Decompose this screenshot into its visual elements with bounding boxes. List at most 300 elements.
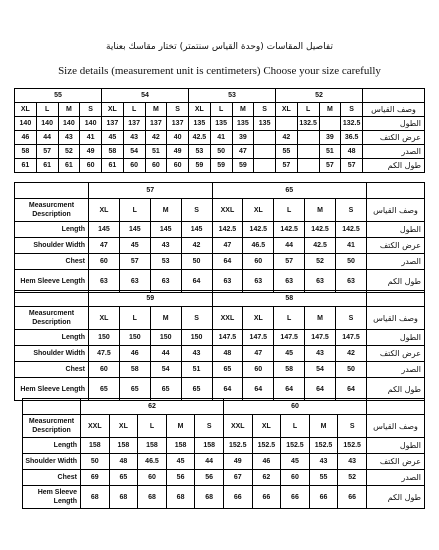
table-row [15, 199, 425, 222]
value-cell [297, 131, 319, 145]
size-cell: M [305, 307, 336, 330]
value-cell: 60 [281, 470, 310, 486]
value-cell: 60 [145, 159, 167, 173]
value-cell: 135 [254, 117, 276, 131]
row-label-ar: طول الكم [363, 159, 425, 173]
value-cell: 52 [305, 254, 336, 270]
table-row [23, 486, 425, 509]
size-cell: XL [252, 415, 281, 438]
size-cell: S [336, 307, 367, 330]
value-cell: 63 [119, 270, 150, 293]
value-cell: 152.5 [252, 438, 281, 454]
value-cell: 58 [274, 362, 305, 378]
value-cell: 65 [212, 362, 243, 378]
value-cell: 55 [276, 145, 298, 159]
value-cell: 64 [243, 378, 274, 401]
value-cell: 66 [338, 486, 367, 509]
size-cell: L [274, 199, 305, 222]
value-cell: 132.5 [341, 117, 363, 131]
group-cell: 53 [189, 89, 276, 103]
value-cell: 150 [89, 330, 120, 346]
value-cell [276, 117, 298, 131]
size-cell: XL [243, 307, 274, 330]
row-label-ar: طول الكم [367, 270, 425, 293]
empty-cell [23, 399, 81, 415]
value-cell: 145 [119, 222, 150, 238]
value-cell: 60 [138, 470, 167, 486]
value-cell: 42 [276, 131, 298, 145]
size-cell: XL [102, 103, 124, 117]
size-cell: M [319, 103, 341, 117]
value-cell: 42.5 [189, 131, 211, 145]
header-label-ar: وصف القياس [363, 103, 425, 117]
header-label-en: Measurcment Description [15, 307, 89, 330]
value-cell: 64 [212, 254, 243, 270]
group-cell: 62 [81, 399, 224, 415]
header-label-ar: وصف القياس [367, 415, 425, 438]
value-cell: 44 [150, 346, 181, 362]
value-cell: 65 [181, 378, 212, 401]
value-cell: 68 [138, 486, 167, 509]
value-cell: 50 [336, 362, 367, 378]
value-cell: 64 [181, 270, 212, 293]
value-cell [254, 159, 276, 173]
row-label-ar: الصدر [367, 362, 425, 378]
value-cell: 48 [109, 454, 138, 470]
value-cell: 66 [223, 486, 252, 509]
value-cell: 46 [252, 454, 281, 470]
header-label-en: Measurcment Description [23, 415, 81, 438]
value-cell: 152.5 [338, 438, 367, 454]
value-cell: 43 [150, 238, 181, 254]
row-label-en: Length [15, 222, 89, 238]
value-cell [254, 145, 276, 159]
size-cell: XL [276, 103, 298, 117]
size-cell: S [338, 415, 367, 438]
value-cell: 137 [145, 117, 167, 131]
value-cell: 68 [195, 486, 224, 509]
row-label-en: Hem Sleeve Length [23, 486, 81, 509]
value-cell: 68 [81, 486, 110, 509]
table-row [15, 159, 425, 173]
row-label-ar: الطول [367, 222, 425, 238]
value-cell: 54 [305, 362, 336, 378]
value-cell: 69 [81, 470, 110, 486]
value-cell: 49 [223, 454, 252, 470]
value-cell: 68 [166, 486, 195, 509]
value-cell: 51 [181, 362, 212, 378]
value-cell: 137 [102, 117, 124, 131]
row-label-en: Hem Sleeve Length [15, 270, 89, 293]
value-cell: 60 [80, 159, 102, 173]
value-cell: 50 [336, 254, 367, 270]
row-label-ar: طول الكم [367, 378, 425, 401]
value-cell: 43 [309, 454, 338, 470]
group-cell: 65 [212, 183, 367, 199]
size-cell: L [297, 103, 319, 117]
value-cell: 65 [119, 378, 150, 401]
size-cell: M [232, 103, 254, 117]
size-cell: M [309, 415, 338, 438]
value-cell: 64 [336, 378, 367, 401]
table-row [15, 145, 425, 159]
value-cell: 137 [123, 117, 145, 131]
title-arabic: تفاصيل المقاسات (وحدة القياس سنتمتر) تختار مقاسك بعناية [106, 42, 333, 52]
value-cell: 152.5 [281, 438, 310, 454]
table-row [15, 346, 425, 362]
value-cell: 41 [336, 238, 367, 254]
value-cell: 63 [336, 270, 367, 293]
table-row [15, 103, 425, 117]
value-cell: 61 [58, 159, 80, 173]
value-cell: 47 [232, 145, 254, 159]
value-cell: 56 [195, 470, 224, 486]
value-cell: 150 [150, 330, 181, 346]
size-cell: L [138, 415, 167, 438]
value-cell: 50 [181, 254, 212, 270]
value-cell: 44 [36, 131, 58, 145]
value-cell: 61 [15, 159, 37, 173]
table-row [15, 307, 425, 330]
value-cell: 42.5 [305, 238, 336, 254]
value-cell: 64 [274, 378, 305, 401]
value-cell: 63 [243, 270, 274, 293]
value-cell: 158 [81, 438, 110, 454]
value-cell: 142.5 [243, 222, 274, 238]
value-cell: 63 [274, 270, 305, 293]
value-cell: 40 [167, 131, 189, 145]
value-cell: 47.5 [89, 346, 120, 362]
value-cell: 60 [89, 362, 120, 378]
value-cell: 52 [58, 145, 80, 159]
size-cell: L [274, 307, 305, 330]
value-cell: 55 [309, 470, 338, 486]
size-cell: M [58, 103, 80, 117]
size-cell: XL [89, 307, 120, 330]
row-label-en: Shoulder Width [15, 238, 89, 254]
value-cell: 65 [150, 378, 181, 401]
value-cell: 46.5 [243, 238, 274, 254]
row-label-ar: طول الكم [367, 486, 425, 509]
value-cell: 158 [166, 438, 195, 454]
value-cell: 61 [102, 159, 124, 173]
header-label-en: Measurcment Description [15, 199, 89, 222]
value-cell: 52 [338, 470, 367, 486]
value-cell: 44 [195, 454, 224, 470]
row-label-en: Hem Sleeve Length [15, 378, 89, 401]
value-cell: 66 [281, 486, 310, 509]
empty-cell [367, 399, 425, 415]
value-cell: 140 [15, 117, 37, 131]
row-label-en: Chest [15, 254, 89, 270]
value-cell: 57 [341, 159, 363, 173]
row-label-ar: الصدر [367, 254, 425, 270]
table-row [23, 415, 425, 438]
value-cell: 49 [167, 145, 189, 159]
table-row [15, 131, 425, 145]
size-cell: S [167, 103, 189, 117]
table-row [15, 89, 425, 103]
empty-cell [15, 291, 89, 307]
table-row [15, 117, 425, 131]
value-cell: 45 [281, 454, 310, 470]
value-cell: 43 [338, 454, 367, 470]
size-cell: M [166, 415, 195, 438]
size-table-4 [22, 398, 425, 509]
value-cell: 41 [80, 131, 102, 145]
value-cell: 59 [232, 159, 254, 173]
value-cell: 66 [309, 486, 338, 509]
value-cell: 44 [274, 238, 305, 254]
size-cell: L [36, 103, 58, 117]
value-cell: 57 [319, 159, 341, 173]
group-cell: 58 [212, 291, 367, 307]
title-english: Size details (measurement unit is centimeters) Choose your size carefully [58, 65, 381, 77]
value-cell: 60 [243, 254, 274, 270]
value-cell: 60 [243, 362, 274, 378]
value-cell: 47 [212, 238, 243, 254]
group-cell: 54 [102, 89, 189, 103]
value-cell: 43 [123, 131, 145, 145]
size-cell: XXL [223, 415, 252, 438]
value-cell: 41 [210, 131, 232, 145]
value-cell: 57 [119, 254, 150, 270]
table-row [15, 362, 425, 378]
value-cell: 142.5 [212, 222, 243, 238]
empty-cell [15, 183, 89, 199]
value-cell: 59 [210, 159, 232, 173]
table-row [15, 222, 425, 238]
value-cell: 48 [341, 145, 363, 159]
row-label-ar: الصدر [367, 470, 425, 486]
value-cell: 142.5 [336, 222, 367, 238]
value-cell: 51 [145, 145, 167, 159]
value-cell: 42 [145, 131, 167, 145]
value-cell: 137 [167, 117, 189, 131]
size-table-2 [14, 182, 425, 293]
size-cell: XL [243, 199, 274, 222]
value-cell: 42 [181, 238, 212, 254]
value-cell: 147.5 [336, 330, 367, 346]
group-cell: 60 [223, 399, 366, 415]
size-cell: L [210, 103, 232, 117]
size-cell: S [254, 103, 276, 117]
value-cell [254, 131, 276, 145]
row-label-ar: عرض الكتف [367, 346, 425, 362]
size-cell: M [150, 199, 181, 222]
size-cell: S [195, 415, 224, 438]
value-cell: 147.5 [274, 330, 305, 346]
value-cell: 62 [252, 470, 281, 486]
value-cell: 67 [223, 470, 252, 486]
size-cell: M [305, 199, 336, 222]
size-cell: L [119, 307, 150, 330]
value-cell [319, 117, 341, 131]
value-cell: 147.5 [305, 330, 336, 346]
value-cell: 158 [138, 438, 167, 454]
row-label-ar: الطول [367, 438, 425, 454]
size-cell: XXL [212, 199, 243, 222]
value-cell: 147.5 [212, 330, 243, 346]
row-label-ar: الطول [363, 117, 425, 131]
row-label-ar: عرض الكتف [367, 238, 425, 254]
value-cell: 152.5 [309, 438, 338, 454]
value-cell: 66 [252, 486, 281, 509]
value-cell: 43 [58, 131, 80, 145]
value-cell: 64 [305, 378, 336, 401]
empty-cell [367, 291, 425, 307]
value-cell: 42 [336, 346, 367, 362]
value-cell: 140 [36, 117, 58, 131]
table-row [15, 254, 425, 270]
size-cell: XL [109, 415, 138, 438]
row-label-en: Shoulder Width [15, 346, 89, 362]
size-cell: M [145, 103, 167, 117]
size-table-1 [14, 88, 425, 173]
value-cell: 65 [89, 378, 120, 401]
value-cell: 60 [123, 159, 145, 173]
group-cell: 52 [276, 89, 363, 103]
value-cell: 60 [167, 159, 189, 173]
table-row [23, 399, 425, 415]
value-cell: 68 [109, 486, 138, 509]
size-cell: XL [89, 199, 120, 222]
value-cell: 45 [119, 238, 150, 254]
value-cell: 132.5 [297, 117, 319, 131]
value-cell: 53 [150, 254, 181, 270]
row-label-ar: عرض الكتف [367, 454, 425, 470]
row-label-en: Shoulder Width [23, 454, 81, 470]
value-cell: 36.5 [341, 131, 363, 145]
size-cell: L [281, 415, 310, 438]
value-cell: 145 [150, 222, 181, 238]
size-cell: XL [189, 103, 211, 117]
value-cell: 43 [181, 346, 212, 362]
value-cell: 142.5 [305, 222, 336, 238]
empty-cell [367, 183, 425, 199]
group-cell: 59 [89, 291, 213, 307]
value-cell: 63 [150, 270, 181, 293]
value-cell: 49 [80, 145, 102, 159]
value-cell: 58 [15, 145, 37, 159]
value-cell: 54 [150, 362, 181, 378]
value-cell: 140 [80, 117, 102, 131]
row-label-en: Length [23, 438, 81, 454]
value-cell: 135 [232, 117, 254, 131]
value-cell: 158 [195, 438, 224, 454]
size-cell: XXL [81, 415, 110, 438]
value-cell: 65 [109, 470, 138, 486]
size-cell: L [119, 199, 150, 222]
value-cell: 57 [276, 159, 298, 173]
value-cell: 50 [81, 454, 110, 470]
size-cell: S [181, 307, 212, 330]
size-cell: S [181, 199, 212, 222]
value-cell: 64 [212, 378, 243, 401]
size-cell: XL [15, 103, 37, 117]
value-cell: 58 [102, 145, 124, 159]
value-cell: 39 [319, 131, 341, 145]
row-label-ar: الصدر [363, 145, 425, 159]
size-cell: XXL [212, 307, 243, 330]
table-row [15, 183, 425, 199]
value-cell: 135 [210, 117, 232, 131]
value-cell: 53 [189, 145, 211, 159]
value-cell: 47 [89, 238, 120, 254]
table-row [15, 291, 425, 307]
value-cell [297, 159, 319, 173]
value-cell: 54 [123, 145, 145, 159]
value-cell: 135 [189, 117, 211, 131]
value-cell: 145 [89, 222, 120, 238]
size-cell: S [341, 103, 363, 117]
value-cell: 61 [36, 159, 58, 173]
value-cell: 51 [319, 145, 341, 159]
row-label-en: Chest [15, 362, 89, 378]
value-cell: 45 [102, 131, 124, 145]
table-row [15, 238, 425, 254]
table-row [23, 438, 425, 454]
value-cell: 45 [166, 454, 195, 470]
value-cell: 150 [119, 330, 150, 346]
header-label-ar: وصف القياس [367, 199, 425, 222]
value-cell: 58 [119, 362, 150, 378]
value-cell: 60 [89, 254, 120, 270]
size-cell: S [80, 103, 102, 117]
value-cell: 39 [232, 131, 254, 145]
table-row [23, 454, 425, 470]
header-label-ar: وصف القياس [367, 307, 425, 330]
row-label-ar: الطول [367, 330, 425, 346]
size-table-3 [14, 290, 425, 401]
value-cell: 56 [166, 470, 195, 486]
value-cell: 140 [58, 117, 80, 131]
size-cell: M [150, 307, 181, 330]
value-cell: 57 [36, 145, 58, 159]
group-cell: 55 [15, 89, 102, 103]
size-cell: L [123, 103, 145, 117]
value-cell: 59 [189, 159, 211, 173]
table-row [23, 470, 425, 486]
value-cell: 142.5 [274, 222, 305, 238]
value-cell: 63 [212, 270, 243, 293]
value-cell: 50 [210, 145, 232, 159]
group-cell: 57 [89, 183, 213, 199]
row-label-en: Chest [23, 470, 81, 486]
value-cell: 145 [181, 222, 212, 238]
value-cell: 152.5 [223, 438, 252, 454]
value-cell [297, 145, 319, 159]
value-cell: 43 [305, 346, 336, 362]
value-cell: 45 [274, 346, 305, 362]
size-cell: S [336, 199, 367, 222]
row-label-ar: عرض الكتف [363, 131, 425, 145]
row-label-en: Length [15, 330, 89, 346]
value-cell: 47 [243, 346, 274, 362]
value-cell: 63 [89, 270, 120, 293]
value-cell: 46 [15, 131, 37, 145]
value-cell: 48 [212, 346, 243, 362]
value-cell: 150 [181, 330, 212, 346]
value-cell: 46 [119, 346, 150, 362]
value-cell: 63 [305, 270, 336, 293]
table-row [15, 330, 425, 346]
value-cell: 158 [109, 438, 138, 454]
empty-cell [363, 89, 425, 103]
value-cell: 57 [274, 254, 305, 270]
value-cell: 46.5 [138, 454, 167, 470]
value-cell: 147.5 [243, 330, 274, 346]
